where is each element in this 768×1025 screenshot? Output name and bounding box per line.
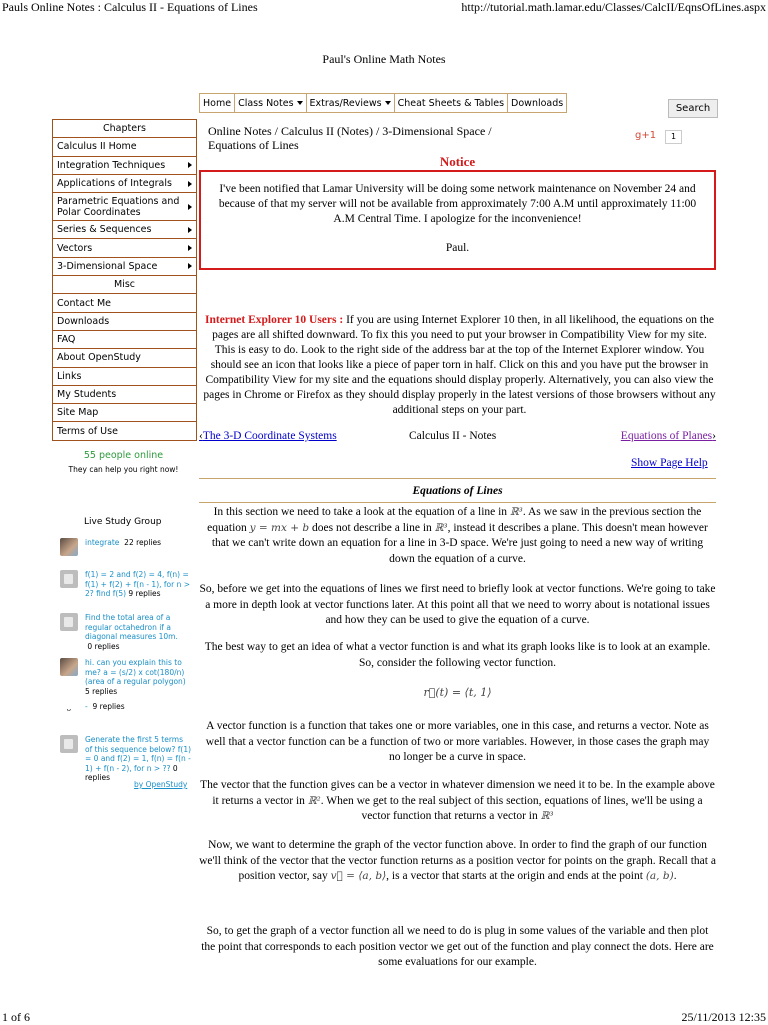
divider <box>199 478 716 479</box>
next-page-link[interactable]: Equations of Planes› <box>620 430 716 442</box>
sidebar-item-calculus-ii-home[interactable]: Calculus II Home <box>53 138 196 156</box>
divider <box>199 502 716 503</box>
google-plus-count: 1 <box>665 130 682 144</box>
nav-extras-reviews[interactable]: Extras/Reviews <box>307 94 395 112</box>
show-page-help-link[interactable]: Show Page Help <box>631 457 708 469</box>
notice-signature: Paul. <box>445 242 470 254</box>
print-footer-page: 1 of 6 <box>2 1010 30 1024</box>
sidebar-item-my-students[interactable]: My Students <box>53 386 196 404</box>
avatar <box>60 658 78 676</box>
google-plus-button[interactable]: g+1 <box>635 130 657 141</box>
sidebar-item-parametric-equations[interactable]: Parametric Equations and Polar Coordinates <box>53 193 196 221</box>
sidebar-item-3d-space[interactable]: 3-Dimensional Space <box>53 258 196 276</box>
chevron-right-icon <box>188 162 192 168</box>
avatar <box>60 570 78 588</box>
sidebar-item-applications-of-integrals[interactable]: Applications of Integrals <box>53 175 196 193</box>
notice-box <box>199 170 716 270</box>
notice-text: I've been notified that Lamar University will be doing some network maintenance on November 24 and because of that my server will not be available from approximately 7:00 A.M until approximately 11:00 A.M Central Time. I apologize for the inconvenience! <box>218 183 697 225</box>
sidebar-item-terms-of-use[interactable]: Terms of Use <box>57 425 118 437</box>
sidebar-item-faq[interactable]: FAQ <box>53 331 196 349</box>
paragraph-5: The vector that the function gives can be a vector in whatever dimension we need it to be. In the example above it returns a vector in ℝ². When we get to the real subject of this section, equations of lines, we'll be using a vector function that returns a vector in ℝ³ <box>200 779 715 822</box>
online-count: 55 people online <box>83 450 164 461</box>
nav-home[interactable]: Home <box>200 94 235 112</box>
sidebar-item-integration-techniques[interactable]: Integration Techniques <box>53 157 196 175</box>
section-title: Equations of Lines <box>412 485 503 497</box>
chevron-right-icon <box>188 181 192 187</box>
ie10-note <box>201 313 718 418</box>
paragraph-4: A vector function is a function that takes one or more variables, one in this case, and returns a vector. Note as well that a vector function can be a function of two or more variables. However, in those cases the graph may no longer be a curve in space. <box>205 720 710 763</box>
chevron-right-icon <box>188 204 192 210</box>
openstudy-link[interactable]: by OpenStudy <box>134 780 188 789</box>
chevron-down-icon <box>297 101 303 105</box>
page-nav-center: Calculus II - Notes <box>409 430 497 442</box>
study-question[interactable]: ᵕ - 9 replies <box>60 702 192 712</box>
sidebar-misc-header: Misc <box>53 276 196 294</box>
online-subtitle: They can help you right now! <box>68 465 179 474</box>
sidebar-item-downloads[interactable]: Downloads <box>53 313 196 331</box>
study-question[interactable]: Generate the first 5 terms of this sequence below? f(1) = 0 and f(2) = 1, f(n) = f(n - 1) + f(n - 2), for n > ?? 0 replies <box>60 735 192 777</box>
paragraph-1: In this section we need to take a look at the equation of a line in ℝ³. As we saw in the previous section the equation y = mx + b does not describe a line in ℝ³, instead it describes a plane. This doesn't mean however that we can't write down an equation for a line in 3-D space. We're just going to need a new way of writing down the equation of a curve. <box>207 506 708 565</box>
sidebar-item-vectors[interactable]: Vectors <box>53 239 196 257</box>
sidebar-item-links[interactable]: Links <box>53 368 196 386</box>
study-question[interactable]: Find the total area of a regular octahedron if a diagonal measures 10m. 0 replies <box>60 613 192 651</box>
prev-page-link[interactable]: ‹The 3-D Coordinate Systems <box>199 430 337 442</box>
nav-downloads[interactable]: Downloads <box>511 97 564 109</box>
avatar <box>60 613 78 631</box>
paragraph-3: The best way to get an idea of what a vector function is and what its graph looks like is to look at an example. So, consider the following vector function. <box>204 641 711 669</box>
avatar <box>60 735 78 753</box>
nav-class-notes[interactable]: Class Notes <box>235 94 306 112</box>
print-footer-timestamp: 25/11/2013 12:35 <box>681 1010 766 1024</box>
search-button[interactable]: Search <box>668 99 718 118</box>
chevron-right-icon <box>188 227 192 233</box>
sidebar <box>52 119 197 441</box>
sidebar-item-site-map[interactable]: Site Map <box>53 404 196 422</box>
chevron-down-icon <box>385 101 391 105</box>
chevron-right-icon <box>188 245 192 251</box>
page-nav <box>199 430 716 446</box>
ie10-note-text: If you are using Internet Explorer 10 then, in all likelihood, the equations on the pages are all shifted downward. To fix this you need to put your browser in Compatibility View for my site. This is easy to do. Look to the right side of the address bar at the top of the Internet Explorer window. You should see an icon that looks like a piece of paper torn in half. Click on this and you have put the browser in Compatibility View for my site and the equations should display properly. Alternatively, you can also view the pages in Chrome or Firefox as they should display properly in the latest versions of those browsers without any additional steps on your part. <box>203 314 716 416</box>
ie10-note-label: Internet Explorer 10 Users : <box>205 314 344 326</box>
sidebar-item-about-openstudy[interactable]: About OpenStudy <box>53 349 196 367</box>
top-nav <box>199 93 567 113</box>
print-header-url: http://tutorial.math.lamar.edu/Classes/CalcII/EqnsOfLines.aspx <box>461 0 766 14</box>
breadcrumb: Online Notes / Calculus II (Notes) / 3-Dimensional Space / Equations of Lines <box>208 124 492 152</box>
avatar <box>60 538 78 556</box>
smiley-icon: ᵕ <box>66 704 72 718</box>
nav-cheat-sheets[interactable]: Cheat Sheets & Tables <box>395 94 508 112</box>
print-header-title: Pauls Online Notes : Calculus II - Equations of Lines <box>2 0 258 14</box>
sidebar-chapters-header: Chapters <box>53 120 196 138</box>
sidebar-item-contact-me[interactable]: Contact Me <box>53 294 196 312</box>
vector-equation: r⃗(t) = ⟨t, 1⟩ <box>423 686 492 699</box>
chevron-right-icon <box>188 263 192 269</box>
notice-title: Notice <box>439 154 476 169</box>
study-question[interactable]: hi. can you explain this to me? a = (s/2) x cot(180/n) (area of a regular polygon) 5 replies <box>60 658 192 696</box>
study-question[interactable]: integrate 22 replies <box>60 538 192 548</box>
site-title: Paul's Online Math Notes <box>322 52 446 66</box>
study-question[interactable]: f(1) = 2 and f(2) = 4, f(n) = f(1) + f(2) + f(n - 1), for n > 2? find f(5) 9 replies <box>60 570 192 599</box>
paragraph-7: So, to get the graph of a vector function all we need to do is plug in some values of the variable and then plot the point that corresponds to each position vector we get out of the function and play connect the dots. Here are some evaluations for our example. <box>201 925 714 968</box>
paragraph-6: Now, we want to determine the graph of the vector function above. In order to find the graph of our function we'll think of the vector that the vector function returns as a position vector for points on the graph. Recall that a position vector, say v⃗ = ⟨a, b⟩, is a vector that starts at the origin and ends at the point (a, b). <box>199 839 716 882</box>
sidebar-item-series-sequences[interactable]: Series & Sequences <box>53 221 196 239</box>
live-study-group-title: Live Study Group <box>84 517 162 527</box>
paragraph-2: So, before we get into the equations of lines we first need to briefly look at vector functions. We're going to take a more in depth look at vector functions later. At this point all that we need to worry about is notational issues and how they can be used to give the equation of a curve. <box>199 583 716 626</box>
